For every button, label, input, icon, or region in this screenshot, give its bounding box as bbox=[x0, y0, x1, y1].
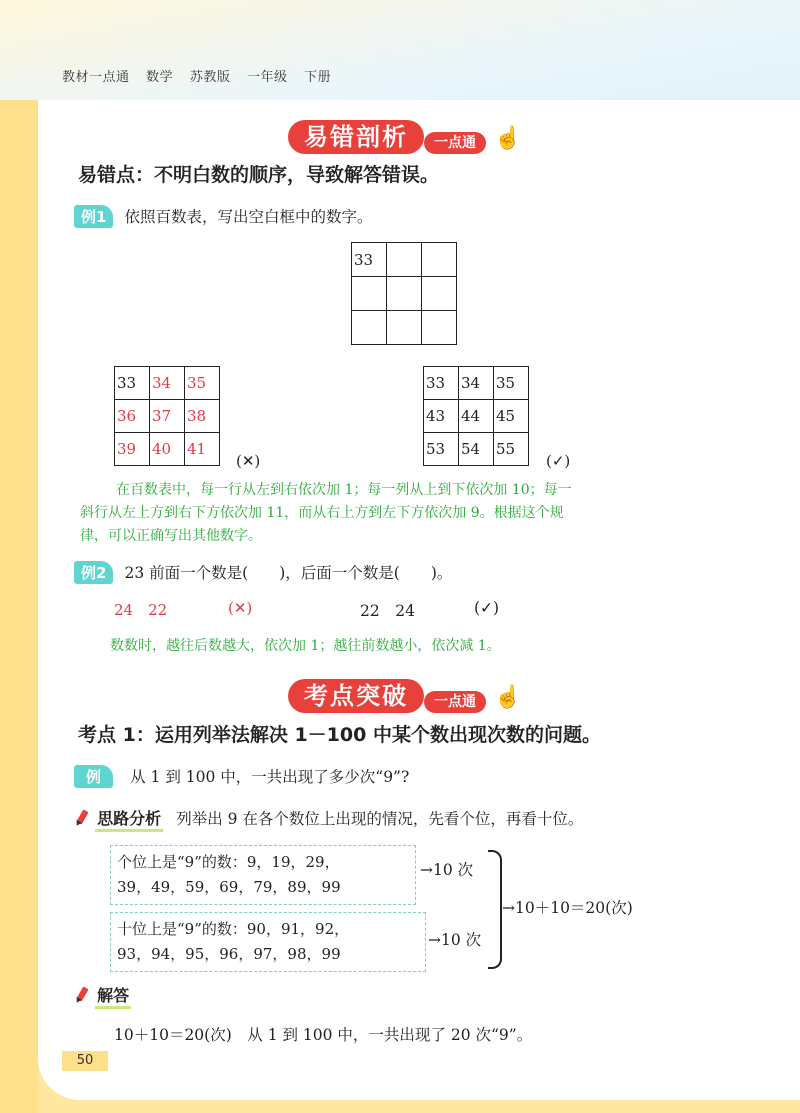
example2-wrong-mark: (✕) bbox=[228, 599, 253, 617]
mistake-point: 易错点：不明白数的顺序，导致解答错误。 bbox=[78, 164, 440, 186]
right-brace bbox=[488, 850, 502, 969]
answer-text: 10＋10＝20(次) 从 1 到 100 中，一共出现了 20 次“9”。 bbox=[114, 1026, 533, 1044]
tens-line1: 十位上是“9”的数：90，91，92， bbox=[117, 920, 350, 938]
grid-cell bbox=[422, 311, 457, 345]
banner-tag: 一点通 bbox=[424, 132, 486, 154]
grid-cell: 37 bbox=[150, 400, 185, 433]
header-edition: 苏教版 bbox=[189, 70, 231, 85]
analysis-label: 思路分析 bbox=[95, 809, 163, 832]
sum-result: →10＋10＝20(次) bbox=[502, 899, 633, 917]
grid-cell: 53 bbox=[424, 433, 459, 466]
header-book: 教材一点通 bbox=[62, 70, 130, 85]
grid-cell bbox=[352, 311, 387, 345]
ones-place-box bbox=[110, 845, 416, 905]
right-mark: (✓) bbox=[546, 452, 571, 470]
ones-result: →10 次 bbox=[420, 861, 474, 879]
tens-place-box bbox=[110, 912, 426, 972]
example2-question: 23 前面一个数是( )，后面一个数是( )。 bbox=[124, 564, 453, 582]
analysis-text: 列举出 9 在各个数位上出现的情况，先看个位，再看十位。 bbox=[176, 810, 584, 828]
grid-row bbox=[352, 277, 457, 311]
wrong-mark: (✕) bbox=[236, 452, 261, 470]
tens-result: →10 次 bbox=[428, 931, 482, 949]
ones-line1: 个位上是“9”的数：9，19，29， bbox=[117, 853, 340, 871]
grid-row bbox=[424, 400, 529, 433]
grid-cell: 33 bbox=[424, 367, 459, 400]
grid-row bbox=[424, 433, 529, 466]
example1-badge: 例1 bbox=[74, 205, 113, 228]
grid-cell bbox=[422, 277, 457, 311]
pencil-icon bbox=[72, 809, 86, 827]
running-header bbox=[62, 66, 343, 85]
pointing-hand-icon: ☝ bbox=[494, 126, 522, 151]
header-volume: 下册 bbox=[304, 70, 332, 85]
example-question: 从 1 到 100 中，一共出现了多少次“9”? bbox=[130, 768, 410, 786]
grid-row bbox=[424, 367, 529, 400]
banner-title: 考点突破 bbox=[288, 679, 424, 713]
right-grid bbox=[423, 366, 529, 466]
left-strip bbox=[0, 100, 38, 1113]
grid-cell: 41 bbox=[185, 433, 220, 466]
grid-cell: 35 bbox=[494, 367, 529, 400]
grid-cell bbox=[387, 243, 422, 277]
pointing-hand-icon: ☝ bbox=[494, 685, 522, 710]
example2-badge: 例2 bbox=[74, 561, 113, 584]
grid-cell: 55 bbox=[494, 433, 529, 466]
grid-cell: 33 bbox=[352, 243, 387, 277]
page-number: 50 bbox=[62, 1051, 108, 1071]
grid-row bbox=[352, 311, 457, 345]
example1-explain-line3: 律，可以正确写出其他数字。 bbox=[80, 528, 262, 544]
key-point: 考点 1：运用列举法解决 1－100 中某个数出现次数的问题。 bbox=[78, 724, 601, 746]
wrong-grid bbox=[114, 366, 220, 466]
grid-row bbox=[352, 243, 457, 277]
grid-cell: 34 bbox=[150, 367, 185, 400]
grid-cell: 39 bbox=[115, 433, 150, 466]
grid-cell: 44 bbox=[459, 400, 494, 433]
banner-tag: 一点通 bbox=[424, 691, 486, 713]
answer-row bbox=[72, 983, 131, 1006]
example2-right-answer: 22 24 bbox=[360, 602, 415, 620]
example1-row bbox=[74, 205, 373, 228]
grid-cell bbox=[387, 277, 422, 311]
grid-cell: 40 bbox=[150, 433, 185, 466]
example2-explain: 数数时，越往后数越大，依次加 1；越往前数越小，依次减 1。 bbox=[110, 638, 501, 654]
grid-cell bbox=[352, 277, 387, 311]
header-grade: 一年级 bbox=[246, 70, 288, 85]
example1-question: 依照百数表，写出空白框中的数字。 bbox=[124, 208, 373, 226]
grid-cell: 33 bbox=[115, 367, 150, 400]
grid-cell: 45 bbox=[494, 400, 529, 433]
grid-cell: 34 bbox=[459, 367, 494, 400]
banner-title: 易错剖析 bbox=[288, 120, 424, 154]
grid-row bbox=[115, 433, 220, 466]
grid-cell: 38 bbox=[185, 400, 220, 433]
example2-row bbox=[74, 561, 452, 584]
section-banner-keypoints bbox=[288, 677, 528, 713]
tens-line2: 93，94，95，96，97，98，99 bbox=[117, 945, 341, 963]
answer-label: 解答 bbox=[95, 986, 131, 1009]
grid-cell: 43 bbox=[424, 400, 459, 433]
grid-cell bbox=[422, 243, 457, 277]
grid-cell: 35 bbox=[185, 367, 220, 400]
grid-row bbox=[115, 400, 220, 433]
ones-line2: 39，49，59，69，79，89，99 bbox=[117, 878, 341, 896]
grid-row bbox=[115, 367, 220, 400]
top-band bbox=[0, 0, 800, 108]
pencil-icon bbox=[72, 986, 86, 1004]
section-banner-mistakes bbox=[288, 118, 528, 154]
grid-cell bbox=[387, 311, 422, 345]
example1-explain-line1: 在百数表中，每一行从左到右依次加 1；每一列从上到下依次加 10；每一 bbox=[116, 482, 572, 498]
grid-cell: 54 bbox=[459, 433, 494, 466]
given-grid bbox=[351, 242, 457, 345]
header-subject: 数学 bbox=[146, 70, 174, 85]
example-row bbox=[74, 765, 409, 788]
example2-wrong-answer: 24 22 bbox=[114, 601, 168, 619]
example1-explain-line2: 斜行从左上方到右下方依次加 11，而从右上方到左下方依次加 9。根据这个规 bbox=[80, 505, 564, 521]
grid-cell: 36 bbox=[115, 400, 150, 433]
example2-right-mark: (✓) bbox=[474, 599, 500, 617]
example-badge: 例 bbox=[74, 765, 113, 788]
analysis-row bbox=[72, 806, 583, 829]
